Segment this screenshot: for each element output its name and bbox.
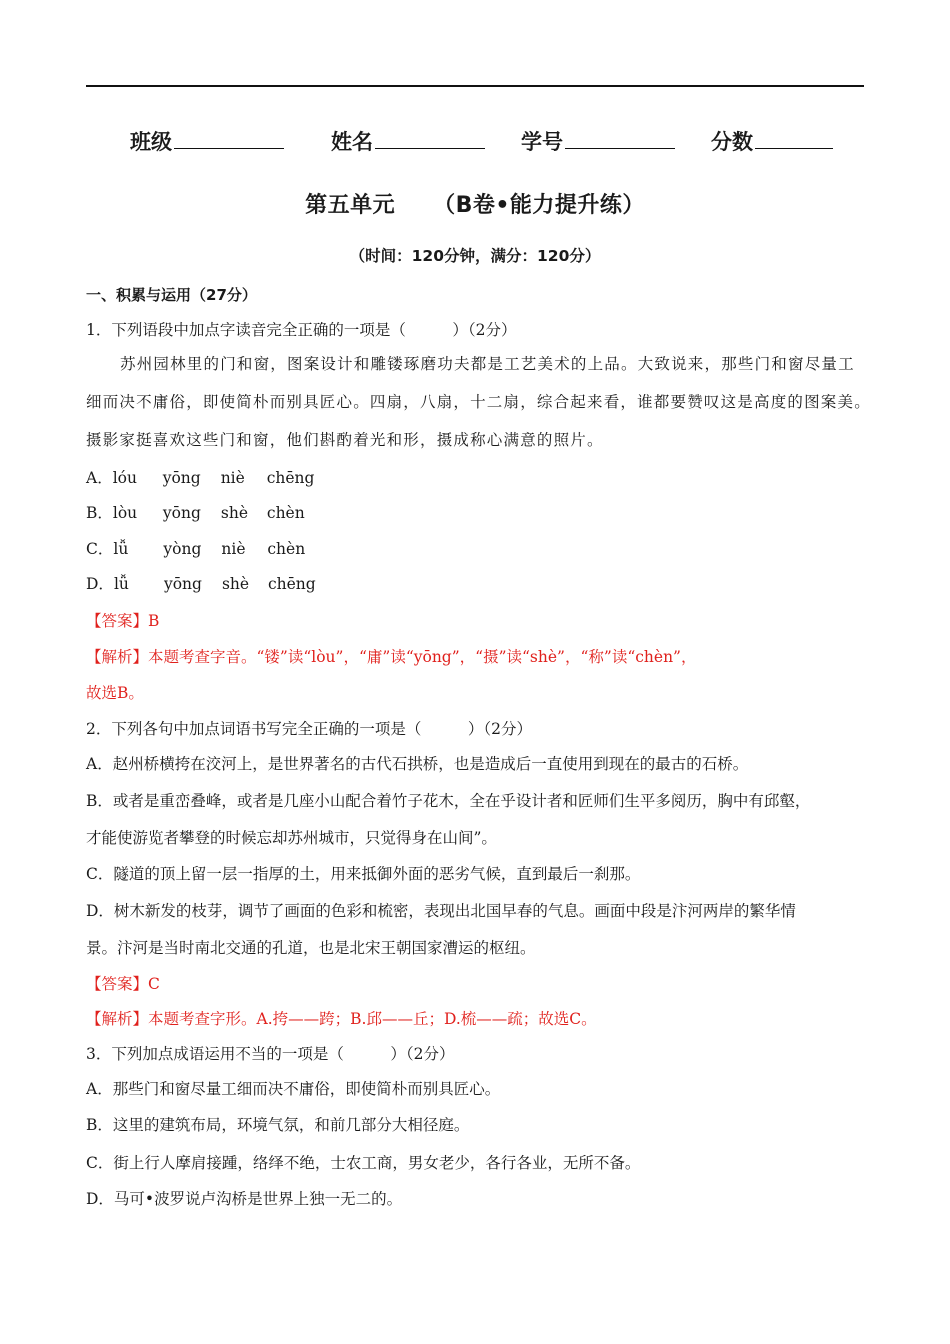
score-label: 分数 [711,130,753,154]
pinyin: yòng [163,540,202,558]
pinyin: chèn [267,540,306,558]
class-label: 班级 [130,130,172,154]
q1-passage-line-1: 苏州园林里的门和窗，图案设计和雕镂琢磨功夫都是工艺美术的上品。大致说来，那些门和窗尽量工 [120,355,855,373]
pinyin: lǚ [113,575,129,593]
class-blank[interactable] [174,126,284,149]
q1-answer: 【答案】B [86,612,160,630]
pinyin: yōng [162,469,201,487]
q2-option-b-line-2: 才能使游览者攀登的时候忘却苏州城市，只觉得身在山间”。 [86,829,497,847]
page-title [0,188,950,219]
pinyin: lǚ [113,540,129,558]
class-field[interactable] [130,126,284,156]
q2-answer: 【答案】C [86,975,160,993]
pinyin: niè [221,540,246,558]
q2-option-c[interactable]: C．隧道的顶上留一层一指厚的土，用来抵御外面的恶劣气候，直到最后一刹那。 [86,865,641,883]
pinyin: shè [221,575,250,593]
id-label: 学号 [521,130,563,154]
pinyin: lóu [112,469,137,487]
pinyin: shè [220,504,249,522]
q2-option-b-line-1[interactable]: B．或者是重峦叠峰，或者是几座小山配合着竹子花木，全在乎设计者和匠师们生平多阅历，胸中有邱壑， [86,792,811,810]
q2-stem: 2．下列各句中加点词语书写完全正确的一项是（ ）（2分） [86,720,532,738]
q1-analysis-line-1: 【解析】本题考查字音。“镂”读“lòu”，“庸”读“yōng”，“摄”读“shè”，“称”读“chèn”， [86,648,697,666]
q2-option-d-line-1[interactable]: D．树木新发的枝芽，调节了画面的色彩和梳密，表现出北国早春的气息。画面中段是汴河两岸的繁华情 [86,902,796,920]
id-field[interactable] [521,126,675,156]
q1-option-a[interactable] [86,466,314,488]
q1-option-d[interactable] [86,572,316,594]
pinyin: chèn [266,504,305,522]
pinyin: lòu [112,504,138,522]
score-blank[interactable] [755,126,833,149]
score-field[interactable] [711,126,833,156]
q2-analysis: 【解析】本题考查字形。A.挎——跨；B.邱——丘；D.梳——疏；故选C。 [86,1010,597,1028]
unit-title: 第五单元 [305,193,396,218]
q1-passage-line-3: 摄影家挺喜欢这些门和窗，他们斟酌着光和形，摄成称心满意的照片。 [86,431,604,449]
q1-option-c[interactable] [86,537,305,559]
q3-option-b[interactable]: B．这里的建筑布局，环境气氛，和前几部分大相径庭。 [86,1116,470,1134]
name-field[interactable] [331,126,485,156]
id-blank[interactable] [565,126,675,149]
option-letter: A． [86,469,113,487]
q1-stem: 1．下列语段中加点字读音完全正确的一项是（ ）（2分） [86,321,517,339]
option-letter: D． [86,575,114,593]
pinyin: yōng [163,575,202,593]
pinyin: chēng [267,575,316,593]
q1-analysis-line-2: 故选B。 [86,684,144,702]
q2-option-a[interactable]: A．赵州桥横挎在洨河上，是世界著名的古代石拱桥，也是造成后一直使用到现在的最古的石桥。 [86,755,749,773]
q1-option-b[interactable] [86,501,305,523]
option-letter: C． [86,540,114,558]
header-rule [86,85,864,87]
name-label: 姓名 [331,130,373,154]
paper-title: （B卷•能力提升练） [433,193,645,218]
section-heading: 一、积累与运用（27分） [86,286,257,304]
option-letter: B． [86,504,113,522]
q3-stem: 3．下列加点成语运用不当的一项是（ ）（2分） [86,1045,455,1063]
pinyin: chēng [266,469,315,487]
q3-option-d[interactable]: D．马可•波罗说卢沟桥是世界上独一无二的。 [86,1190,403,1208]
q2-option-d-line-2: 景。汴河是当时南北交通的孔道，也是北宋王朝国家漕运的枢纽。 [86,939,536,957]
name-blank[interactable] [375,126,485,149]
q3-option-c[interactable]: C．街上行人摩肩接踵，络绎不绝，士农工商，男女老少，各行各业，无所不备。 [86,1154,641,1172]
pinyin: niè [220,469,245,487]
q3-option-a[interactable]: A．那些门和窗尽量工细而决不庸俗，即使简朴而别具匠心。 [86,1080,501,1098]
q1-passage-line-2: 细而决不庸俗，即使简朴而别具匠心。四扇，八扇，十二扇，综合起来看，谁都要赞叹这是高度的图案美。 [86,393,871,411]
pinyin: yōng [162,504,201,522]
time-info: （时间：120分钟，满分：120分） [349,247,601,265]
